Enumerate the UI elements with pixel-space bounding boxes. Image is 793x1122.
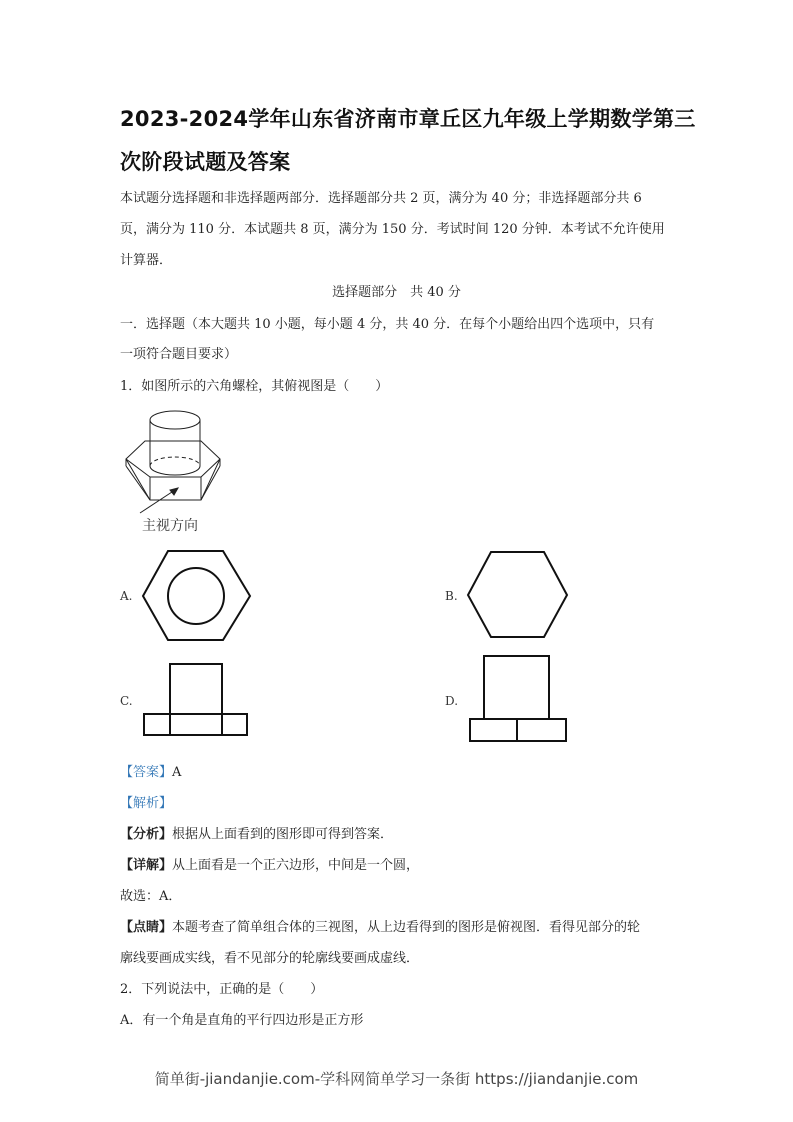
section-heading: 选择题部分 共 40 分	[332, 285, 461, 300]
answer-value: A	[172, 765, 182, 780]
fenxi-tag: 【分析】	[120, 827, 173, 842]
dianjing-line-1	[120, 916, 640, 935]
answer-line	[120, 761, 181, 780]
analysis-tag: 【解析】	[120, 796, 173, 811]
option-c-label: C.	[120, 694, 133, 708]
option-c-view-figure	[143, 663, 249, 737]
intro-line-2: 页，满分为 110 分．本试题共 8 页，满分为 150 分．考试时间 120 分钟．本考试不允许使用	[120, 222, 665, 237]
choice-line: 故选：A．	[120, 889, 182, 904]
document-title-line-2: 次阶段试题及答案	[120, 150, 291, 174]
xiangjie-tag: 【详解】	[120, 858, 173, 873]
footer-watermark: 简单街-jiandanjie.com-学科网简单学习一条街 https://jiandanjie.com	[154, 1070, 639, 1088]
dianjing-line-2: 廓线要画成实线，看不见部分的轮廓线要画成虚线．	[120, 951, 420, 966]
question-2-stem: 2．下列说法中，正确的是（ ）	[120, 982, 324, 997]
fenxi-text: 根据从上面看到的图形即可得到答案．	[172, 827, 394, 842]
option-d-view-figure	[469, 655, 568, 743]
question-2-option-a: A．有一个角是直角的平行四边形是正方形	[120, 1013, 364, 1028]
part-one-line-2: 一项符合题目要求）	[120, 347, 238, 362]
option-a-hexagon-circle-figure	[142, 550, 252, 642]
fenxi-line	[120, 823, 393, 842]
option-d-label: D.	[445, 694, 459, 708]
question-1-stem: 1．如图所示的六角螺栓，其俯视图是（ ）	[120, 379, 389, 394]
xiangjie-line	[120, 854, 419, 873]
intro-line-3: 计算器．	[120, 253, 173, 268]
option-b-hexagon-figure	[467, 551, 569, 639]
option-b-label: B.	[445, 589, 458, 603]
part-one-line-1: 一．选择题（本大题共 10 小题，每小题 4 分，共 40 分．在每个小题给出四个选项中，只有	[120, 317, 655, 332]
document-title-line-1: 2023-2024学年山东省济南市章丘区九年级上学期数学第三	[120, 107, 696, 131]
answer-tag: 【答案】	[120, 765, 173, 780]
option-a-label: A.	[120, 589, 133, 603]
hex-bolt-figure	[120, 405, 230, 510]
xiangjie-text: 从上面看是一个正六边形，中间是一个圆，	[172, 858, 420, 873]
dianjing-tag: 【点睛】	[120, 920, 173, 935]
dianjing-text: 本题考查了简单组合体的三视图，从上边看得到的图形是俯视图．看得见部分的轮	[172, 920, 641, 935]
intro-line-1: 本试题分选择题和非选择题两部分．选择题部分共 2 页，满分为 40 分；非选择题部分共 6	[120, 191, 642, 206]
figure-caption: 主视方向	[142, 518, 198, 534]
